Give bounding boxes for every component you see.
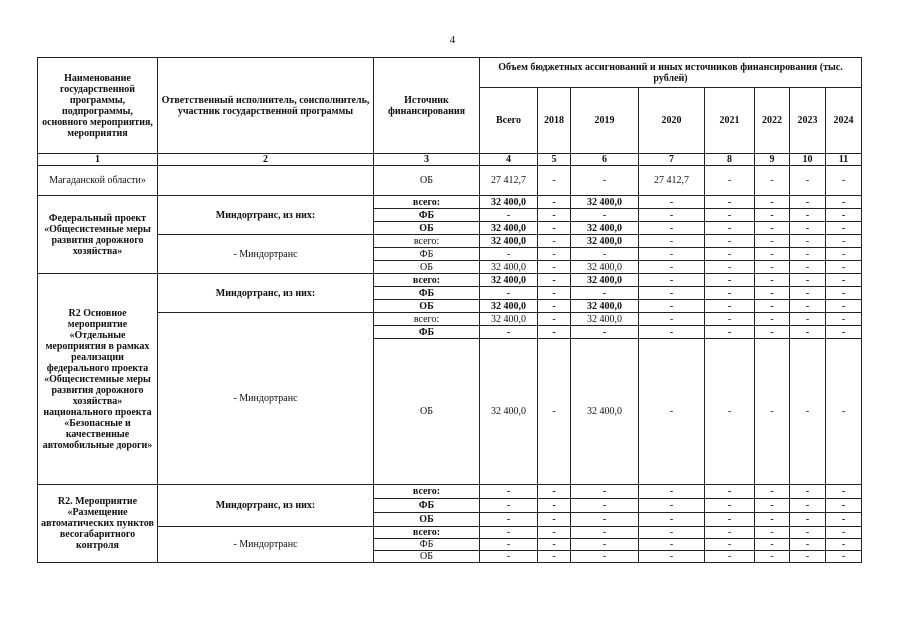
header-executor: Ответственный исполнитель, соисполнитель, участник государственной программы — [158, 58, 374, 154]
value-cell: - — [705, 274, 755, 287]
source-cell: всего: — [374, 313, 480, 326]
value-cell: - — [639, 527, 705, 539]
value-cell: - — [705, 485, 755, 499]
program-name: R2. Мероприятие «Размещение автоматических пунктов весогабаритного контроля — [38, 485, 158, 563]
value-cell: - — [538, 235, 571, 248]
value-cell: 32 400,0 — [480, 222, 538, 235]
value-cell: - — [705, 222, 755, 235]
budget-table — [37, 57, 862, 563]
column-number: 8 — [705, 154, 755, 166]
header-source: Источник финансирования — [374, 58, 480, 154]
value-cell: - — [705, 287, 755, 300]
value-cell: - — [480, 513, 538, 527]
column-number: 9 — [755, 154, 790, 166]
value-cell: - — [755, 539, 790, 551]
value-cell: - — [705, 513, 755, 527]
table-row — [38, 196, 862, 209]
header-total: Всего — [480, 88, 538, 154]
value-cell: - — [639, 339, 705, 485]
value-cell: - — [480, 287, 538, 300]
value-cell: - — [826, 274, 862, 287]
value-cell: - — [480, 209, 538, 222]
table-row — [38, 313, 862, 326]
value-cell: - — [826, 339, 862, 485]
table-row — [38, 274, 862, 287]
value-cell: 32 400,0 — [571, 339, 639, 485]
value-cell: - — [639, 513, 705, 527]
value-cell: - — [639, 551, 705, 563]
value-cell: - — [639, 485, 705, 499]
value-cell: - — [571, 209, 639, 222]
header-year: 2024 — [826, 88, 862, 154]
value-cell: - — [639, 248, 705, 261]
value-cell: - — [705, 313, 755, 326]
value-cell: - — [538, 209, 571, 222]
value-cell: - — [705, 196, 755, 209]
value-cell: - — [538, 196, 571, 209]
column-number: 4 — [480, 154, 538, 166]
source-cell: всего: — [374, 235, 480, 248]
value-cell: - — [755, 209, 790, 222]
value-cell: - — [826, 235, 862, 248]
value-cell: - — [826, 499, 862, 513]
header-year: 2021 — [705, 88, 755, 154]
value-cell: - — [571, 326, 639, 339]
value-cell: - — [705, 539, 755, 551]
value-cell: - — [790, 261, 826, 274]
table-row — [38, 235, 862, 248]
value-cell: - — [538, 287, 571, 300]
value-cell: - — [571, 166, 639, 196]
value-cell: - — [639, 300, 705, 313]
value-cell: 32 400,0 — [571, 313, 639, 326]
value-cell: - — [538, 248, 571, 261]
value-cell: - — [826, 222, 862, 235]
value-cell: - — [790, 209, 826, 222]
value-cell: - — [790, 300, 826, 313]
source-cell: ОБ — [374, 261, 480, 274]
value-cell: - — [705, 326, 755, 339]
column-number: 10 — [790, 154, 826, 166]
value-cell: - — [571, 499, 639, 513]
value-cell: - — [790, 274, 826, 287]
executor-cell: - Миндортранс — [158, 313, 374, 485]
page-number: 4 — [449, 34, 456, 46]
value-cell: - — [790, 551, 826, 563]
value-cell: - — [571, 485, 639, 499]
value-cell: - — [790, 235, 826, 248]
executor-cell: Миндортранс, из них: — [158, 196, 374, 235]
value-cell: - — [639, 539, 705, 551]
value-cell: - — [571, 539, 639, 551]
value-cell: - — [790, 339, 826, 485]
source-cell: ФБ — [374, 326, 480, 339]
value-cell: - — [480, 485, 538, 499]
value-cell: - — [790, 326, 826, 339]
value-cell: - — [480, 248, 538, 261]
value-cell: - — [639, 499, 705, 513]
value-cell: - — [826, 261, 862, 274]
source-cell: ОБ — [374, 551, 480, 563]
value-cell: - — [705, 551, 755, 563]
value-cell: - — [705, 527, 755, 539]
value-cell: - — [755, 300, 790, 313]
source-cell: ОБ — [374, 166, 480, 196]
source-cell: ФБ — [374, 287, 480, 300]
program-name: Федеральный проект «Общесистемные меры развития дорожного хозяйства» — [38, 196, 158, 274]
value-cell: - — [538, 339, 571, 485]
value-cell: - — [790, 248, 826, 261]
header-year: 2018 — [538, 88, 571, 154]
value-cell: - — [571, 513, 639, 527]
value-cell: - — [755, 499, 790, 513]
header-year: 2019 — [571, 88, 639, 154]
value-cell: - — [480, 499, 538, 513]
executor-cell: - Миндортранс — [158, 235, 374, 274]
value-cell: - — [538, 222, 571, 235]
value-cell: - — [790, 287, 826, 300]
value-cell: - — [790, 499, 826, 513]
value-cell: 32 400,0 — [480, 261, 538, 274]
value-cell: - — [639, 326, 705, 339]
value-cell: 32 400,0 — [571, 222, 639, 235]
value-cell: - — [538, 539, 571, 551]
value-cell: - — [790, 166, 826, 196]
value-cell: - — [639, 274, 705, 287]
value-cell: - — [705, 209, 755, 222]
table-row — [38, 527, 862, 539]
value-cell: - — [538, 513, 571, 527]
header-year: 2023 — [790, 88, 826, 154]
value-cell: - — [538, 485, 571, 499]
value-cell: - — [755, 274, 790, 287]
value-cell: - — [639, 196, 705, 209]
value-cell: - — [639, 313, 705, 326]
column-number: 6 — [571, 154, 639, 166]
value-cell: - — [790, 222, 826, 235]
value-cell: 32 400,0 — [571, 300, 639, 313]
source-cell: ФБ — [374, 539, 480, 551]
value-cell: 32 400,0 — [480, 339, 538, 485]
value-cell: 32 400,0 — [571, 196, 639, 209]
value-cell: - — [826, 527, 862, 539]
header-budget-group: Объем бюджетных ассигнований и иных источников финансирования (тыс. рублей) — [480, 58, 862, 88]
value-cell: - — [755, 166, 790, 196]
value-cell: - — [790, 527, 826, 539]
header-year: 2020 — [639, 88, 705, 154]
value-cell: - — [826, 300, 862, 313]
value-cell: 32 400,0 — [571, 235, 639, 248]
value-cell: - — [790, 196, 826, 209]
value-cell: - — [755, 222, 790, 235]
value-cell: - — [755, 527, 790, 539]
value-cell: - — [571, 248, 639, 261]
value-cell: - — [705, 261, 755, 274]
value-cell: - — [538, 274, 571, 287]
value-cell: - — [639, 235, 705, 248]
value-cell: - — [755, 248, 790, 261]
source-cell: ОБ — [374, 300, 480, 313]
value-cell: - — [480, 527, 538, 539]
value-cell: - — [480, 539, 538, 551]
value-cell: - — [755, 313, 790, 326]
source-cell: всего: — [374, 485, 480, 499]
value-cell: - — [790, 485, 826, 499]
value-cell: - — [755, 513, 790, 527]
value-cell: 27 412,7 — [639, 166, 705, 196]
value-cell: - — [755, 235, 790, 248]
column-number: 11 — [826, 154, 862, 166]
value-cell: 32 400,0 — [571, 274, 639, 287]
value-cell: 32 400,0 — [480, 313, 538, 326]
value-cell: - — [826, 209, 862, 222]
program-name: R2 Основное мероприятие «Отдельные мероприятия в рамках реализации федерального проекта «Общесистемные меры развития дорожного хозяйства» национального проекта «Безопасные и качественные автомобильные дороги» — [38, 274, 158, 485]
value-cell: - — [755, 551, 790, 563]
column-number: 3 — [374, 154, 480, 166]
value-cell: - — [538, 551, 571, 563]
value-cell: - — [538, 313, 571, 326]
value-cell: - — [755, 485, 790, 499]
column-number: 1 — [38, 154, 158, 166]
source-cell: ОБ — [374, 513, 480, 527]
header-name: Наименование государственной программы, подпрограммы, основного мероприятия, мероприятия — [38, 58, 158, 154]
value-cell: 32 400,0 — [571, 261, 639, 274]
value-cell: - — [826, 551, 862, 563]
value-cell: 32 400,0 — [480, 300, 538, 313]
value-cell: - — [538, 300, 571, 313]
value-cell: - — [538, 261, 571, 274]
column-number: 7 — [639, 154, 705, 166]
value-cell: - — [755, 196, 790, 209]
value-cell: - — [639, 209, 705, 222]
column-number: 2 — [158, 154, 374, 166]
table-row — [38, 485, 862, 499]
value-cell: - — [826, 513, 862, 527]
value-cell: - — [480, 326, 538, 339]
source-cell: всего: — [374, 274, 480, 287]
value-cell: - — [538, 499, 571, 513]
source-cell: всего: — [374, 196, 480, 209]
value-cell: - — [705, 248, 755, 261]
value-cell: - — [790, 539, 826, 551]
value-cell: - — [826, 287, 862, 300]
value-cell: - — [826, 313, 862, 326]
executor-cell — [158, 166, 374, 196]
executor-cell: Миндортранс, из них: — [158, 485, 374, 527]
value-cell: - — [705, 499, 755, 513]
source-cell: ОБ — [374, 339, 480, 485]
value-cell: - — [826, 248, 862, 261]
value-cell: - — [538, 326, 571, 339]
value-cell: - — [538, 166, 571, 196]
source-cell: ФБ — [374, 209, 480, 222]
value-cell: 32 400,0 — [480, 235, 538, 248]
executor-cell: - Миндортранс — [158, 527, 374, 563]
header-year: 2022 — [755, 88, 790, 154]
executor-cell: Миндортранс, из них: — [158, 274, 374, 313]
value-cell: - — [571, 551, 639, 563]
value-cell: - — [826, 539, 862, 551]
value-cell: - — [480, 551, 538, 563]
value-cell: - — [755, 287, 790, 300]
value-cell: - — [755, 339, 790, 485]
value-cell: - — [639, 222, 705, 235]
value-cell: - — [755, 326, 790, 339]
value-cell: - — [705, 339, 755, 485]
value-cell: - — [826, 326, 862, 339]
value-cell: - — [790, 313, 826, 326]
value-cell: 32 400,0 — [480, 274, 538, 287]
value-cell: - — [826, 196, 862, 209]
value-cell: - — [705, 300, 755, 313]
source-cell: ФБ — [374, 499, 480, 513]
value-cell: - — [639, 261, 705, 274]
value-cell: - — [826, 166, 862, 196]
value-cell: - — [755, 261, 790, 274]
program-name: Магаданской области» — [38, 166, 158, 196]
value-cell: - — [571, 287, 639, 300]
table-row — [38, 166, 862, 196]
value-cell: - — [571, 527, 639, 539]
source-cell: ФБ — [374, 248, 480, 261]
value-cell: 32 400,0 — [480, 196, 538, 209]
source-cell: ОБ — [374, 222, 480, 235]
value-cell: - — [639, 287, 705, 300]
source-cell: всего: — [374, 527, 480, 539]
column-number: 5 — [538, 154, 571, 166]
value-cell: - — [826, 485, 862, 499]
value-cell: - — [705, 235, 755, 248]
value-cell: 27 412,7 — [480, 166, 538, 196]
value-cell: - — [790, 513, 826, 527]
value-cell: - — [538, 527, 571, 539]
value-cell: - — [705, 166, 755, 196]
